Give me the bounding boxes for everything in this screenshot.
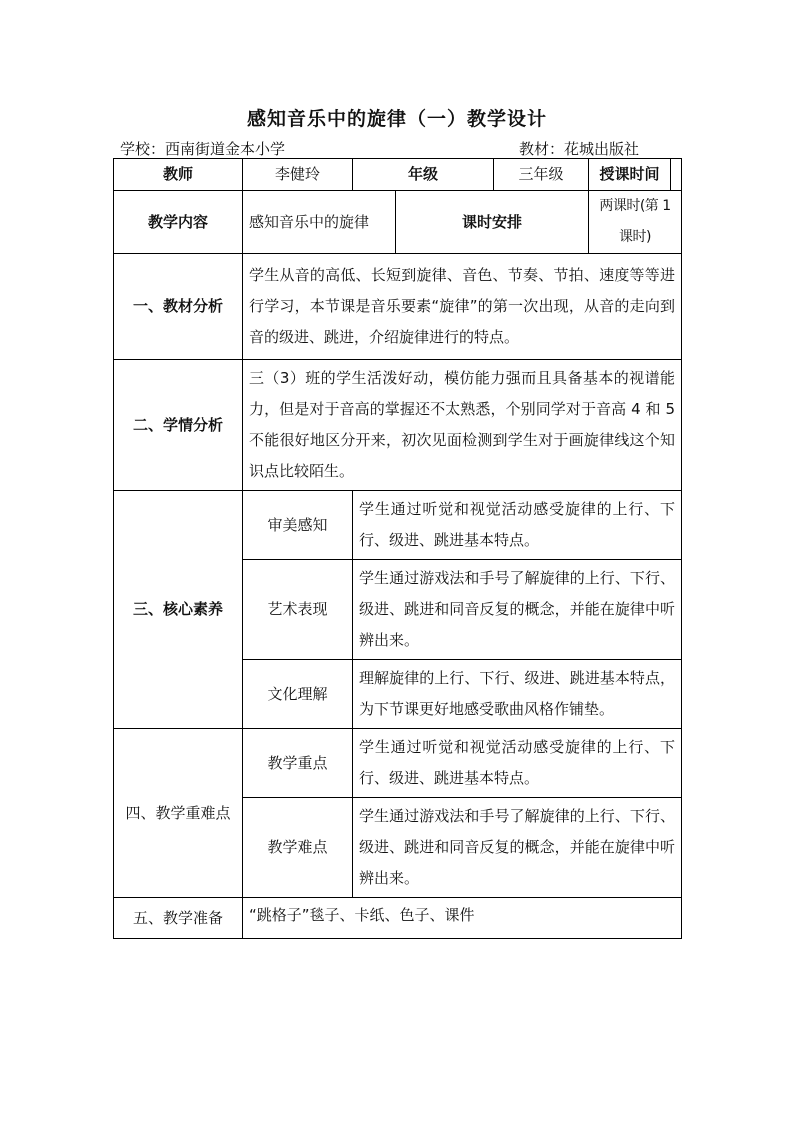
table-row — [114, 191, 682, 254]
lesson-time-cell — [589, 159, 682, 191]
textbook-analysis-label: 一、教材分析 — [114, 254, 243, 360]
table-row — [114, 729, 682, 798]
key-point-label: 教学重点 — [243, 729, 353, 798]
grade-value: 三年级 — [494, 159, 589, 191]
key-point-text: 学生通过听觉和视觉活动感受旋律的上行、下行、级进、跳进基本特点。 — [353, 729, 682, 798]
document-title: 感知音乐中的旋律（一）教学设计 — [246, 108, 547, 130]
key-points-label: 四、教学重难点 — [114, 729, 243, 898]
school-line — [120, 138, 285, 159]
material-line — [519, 138, 639, 159]
preparation-text: “跳格子”毯子、卡纸、色子、课件 — [243, 898, 682, 939]
material-value: 花城出版社 — [564, 140, 640, 158]
lesson-time-value — [671, 159, 681, 190]
table-row — [114, 491, 682, 560]
core-item-text: 理解旋律的上行、下行、级进、跳进基本特点，为下节课更好地感受歌曲风格作铺垫。 — [353, 660, 682, 729]
learner-analysis-text: 三（3）班的学生活泼好动，模仿能力强而且具备基本的视谱能力，但是对于音高的掌握还不太熟悉，个别同学对于音高 4 和 5 不能很好地区分开来，初次见面检测到学生对于画旋律线这个知识点比较陌生。 — [243, 360, 682, 491]
textbook-analysis-text: 学生从音的高低、长短到旋律、音色、节奏、节拍、速度等等进行学习，本节课是音乐要素“旋律”的第一次出现，从音的走向到音的级进、跳进，介绍旋律进行的特点。 — [243, 254, 682, 360]
lesson-plan-table — [113, 158, 682, 939]
table-row — [114, 360, 682, 491]
table-row — [114, 898, 682, 939]
core-item-label: 艺术表现 — [243, 560, 353, 660]
core-item-text: 学生通过听觉和视觉活动感受旋律的上行、下行、级进、跳进基本特点。 — [353, 491, 682, 560]
key-point-text: 学生通过游戏法和手号了解旋律的上行、下行、级进、跳进和同音反复的概念，并能在旋律中听辨出来。 — [353, 798, 682, 898]
schedule-value: 两课时(第 1 课时) — [589, 191, 682, 254]
key-point-label: 教学难点 — [243, 798, 353, 898]
core-competency-label: 三、核心素养 — [114, 491, 243, 729]
content-label: 教学内容 — [114, 191, 243, 254]
grade-label: 年级 — [353, 159, 494, 191]
core-item-label: 审美感知 — [243, 491, 353, 560]
school-label: 学校： — [120, 140, 166, 158]
lesson-time-label: 授课时间 — [589, 159, 671, 190]
core-item-label: 文化理解 — [243, 660, 353, 729]
learner-analysis-label: 二、学情分析 — [114, 360, 243, 491]
teacher-value: 李健玲 — [243, 159, 353, 191]
school-value: 西南街道金本小学 — [165, 140, 286, 158]
material-label: 教材： — [519, 140, 565, 158]
schedule-label: 课时安排 — [396, 191, 589, 254]
teacher-label: 教师 — [114, 159, 243, 191]
table-row — [114, 254, 682, 360]
table-row — [114, 159, 682, 191]
content-value: 感知音乐中的旋律 — [243, 191, 396, 254]
core-item-text: 学生通过游戏法和手号了解旋律的上行、下行、级进、跳进和同音反复的概念，并能在旋律中听辨出来。 — [353, 560, 682, 660]
preparation-label: 五、教学准备 — [114, 898, 243, 939]
